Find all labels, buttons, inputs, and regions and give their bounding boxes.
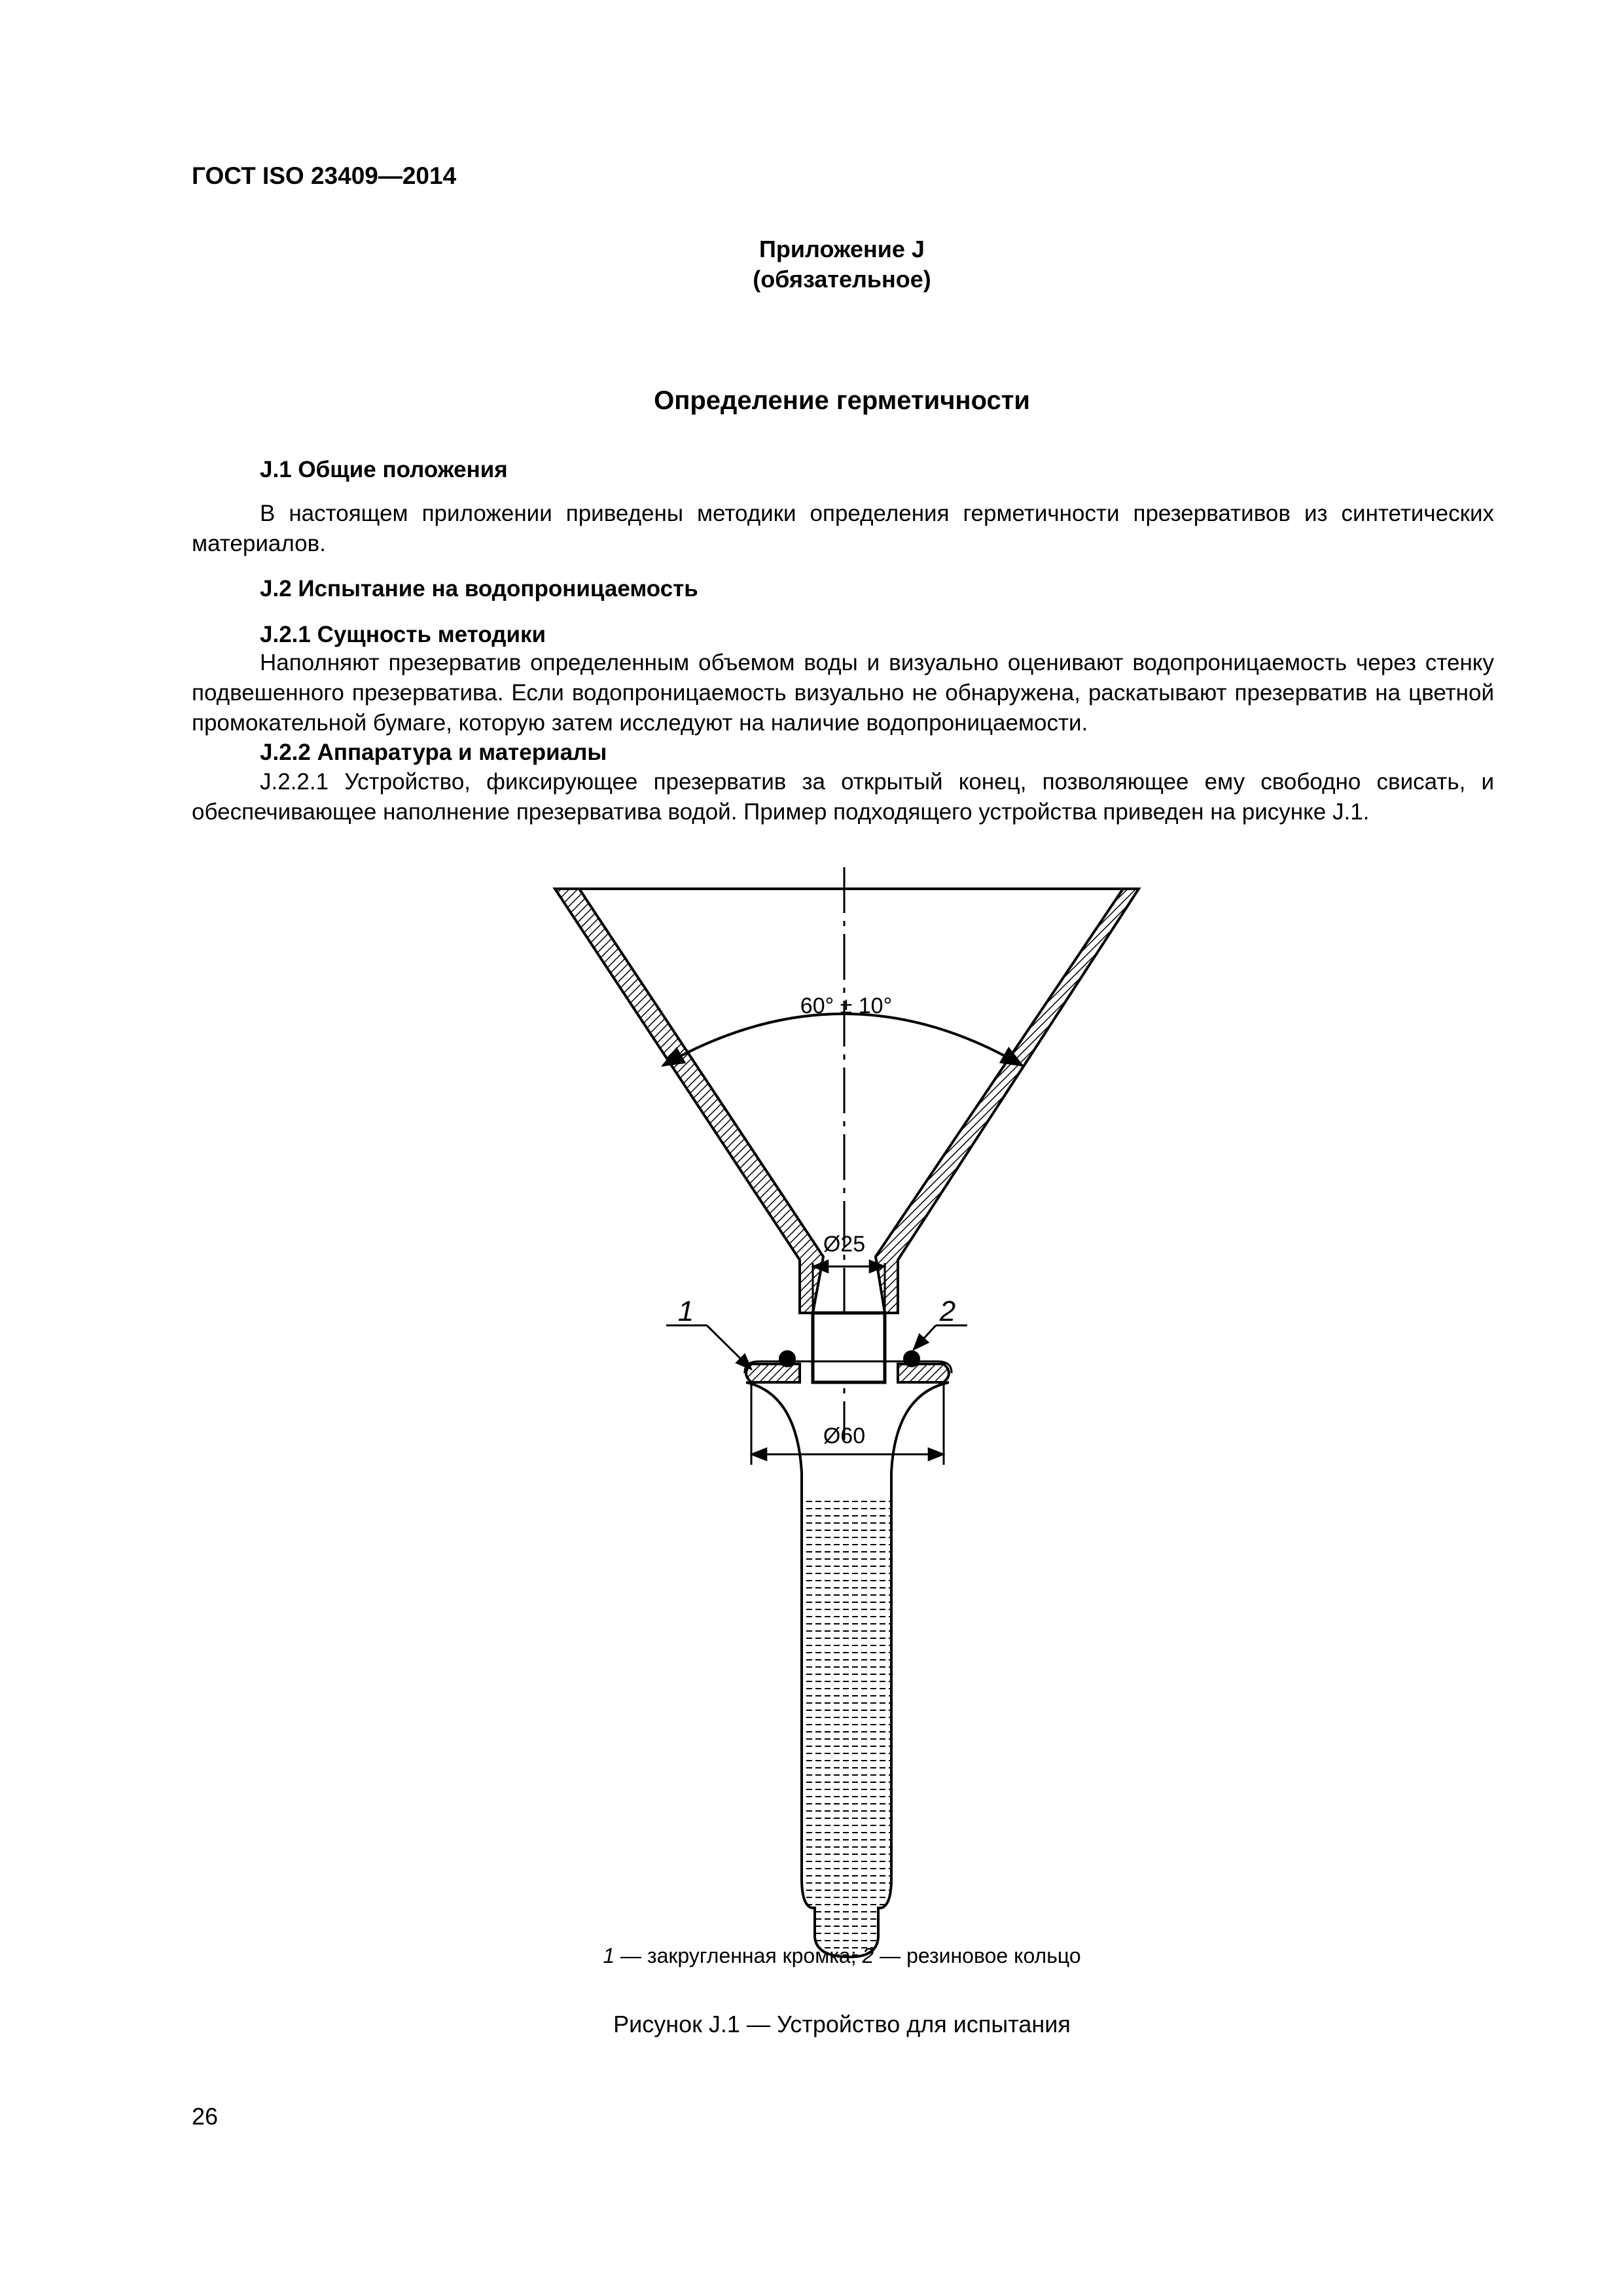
legend-2-number: 2 (862, 1944, 874, 1967)
page-number: 26 (192, 2103, 219, 2130)
section-title: Определение герметичности (654, 386, 1030, 415)
annex-status: (обязательное) (753, 266, 931, 293)
legend-1-number: 1 (603, 1944, 615, 1967)
paragraph-j221-text: J.2.2.1 Устройство, фиксирующее презерватив за открытый конец, позволяющее ему свободно свисать, и обеспечивающее наполнение презерватива водой. Пример подходящего устройства приведен на рисунке J.1. (192, 769, 1494, 825)
angle-label: 60° ± 10° (800, 994, 893, 1018)
heading-j21: J.2.1 Сущность методики (260, 622, 546, 647)
flange-left (746, 1364, 800, 1382)
callout-2-label: 2 (939, 1295, 956, 1327)
paragraph-j21-text: Наполняют презерватив определенным объемом воды и визуально оценивают водопроницаемость через стенку подвешенного презерватива. Если водопроницаемость визуально не обнаружена, раскатывают презерватив на цветной промокательной бумаге, которую затем исследуют на наличие водопроницаемости. (192, 650, 1494, 736)
inner-tube-body (813, 1313, 885, 1382)
heading-j1: J.1 Общие положения (260, 457, 508, 482)
dim-label-60: Ø60 (823, 1424, 866, 1448)
paragraph-j1-text: В настоящем приложении приведены методики определения герметичности презервативов из синтетических материалов. (192, 501, 1494, 556)
angle-arc (663, 1014, 1022, 1066)
figure-caption: Рисунок J.1 — Устройство для испытания (613, 2011, 1071, 2037)
flange-right (898, 1364, 949, 1382)
callout-1-label: 1 (677, 1295, 694, 1327)
annex-title: Приложение J (759, 236, 925, 262)
funnel-left-wall (555, 889, 823, 1313)
condom (746, 1382, 949, 1957)
funnel-right-wall (876, 889, 1139, 1313)
heading-j2: J.2 Испытание на водопроницаемость (260, 576, 698, 601)
heading-j22: J.2.2 Аппаратура и материалы (260, 740, 607, 765)
callout-2-leader (914, 1325, 936, 1350)
legend-1-text: — закругленная кромка; (615, 1944, 863, 1967)
dim-label-25: Ø25 (823, 1232, 866, 1257)
water-fill (802, 1499, 891, 1957)
document-code: ГОСТ ISO 23409—2014 (192, 162, 457, 189)
legend-2-text: — резиновое кольцо (874, 1944, 1081, 1967)
figure-legend (0, 1944, 1623, 1968)
callout-1-leader (707, 1325, 751, 1369)
inner-tube (813, 1232, 885, 1382)
